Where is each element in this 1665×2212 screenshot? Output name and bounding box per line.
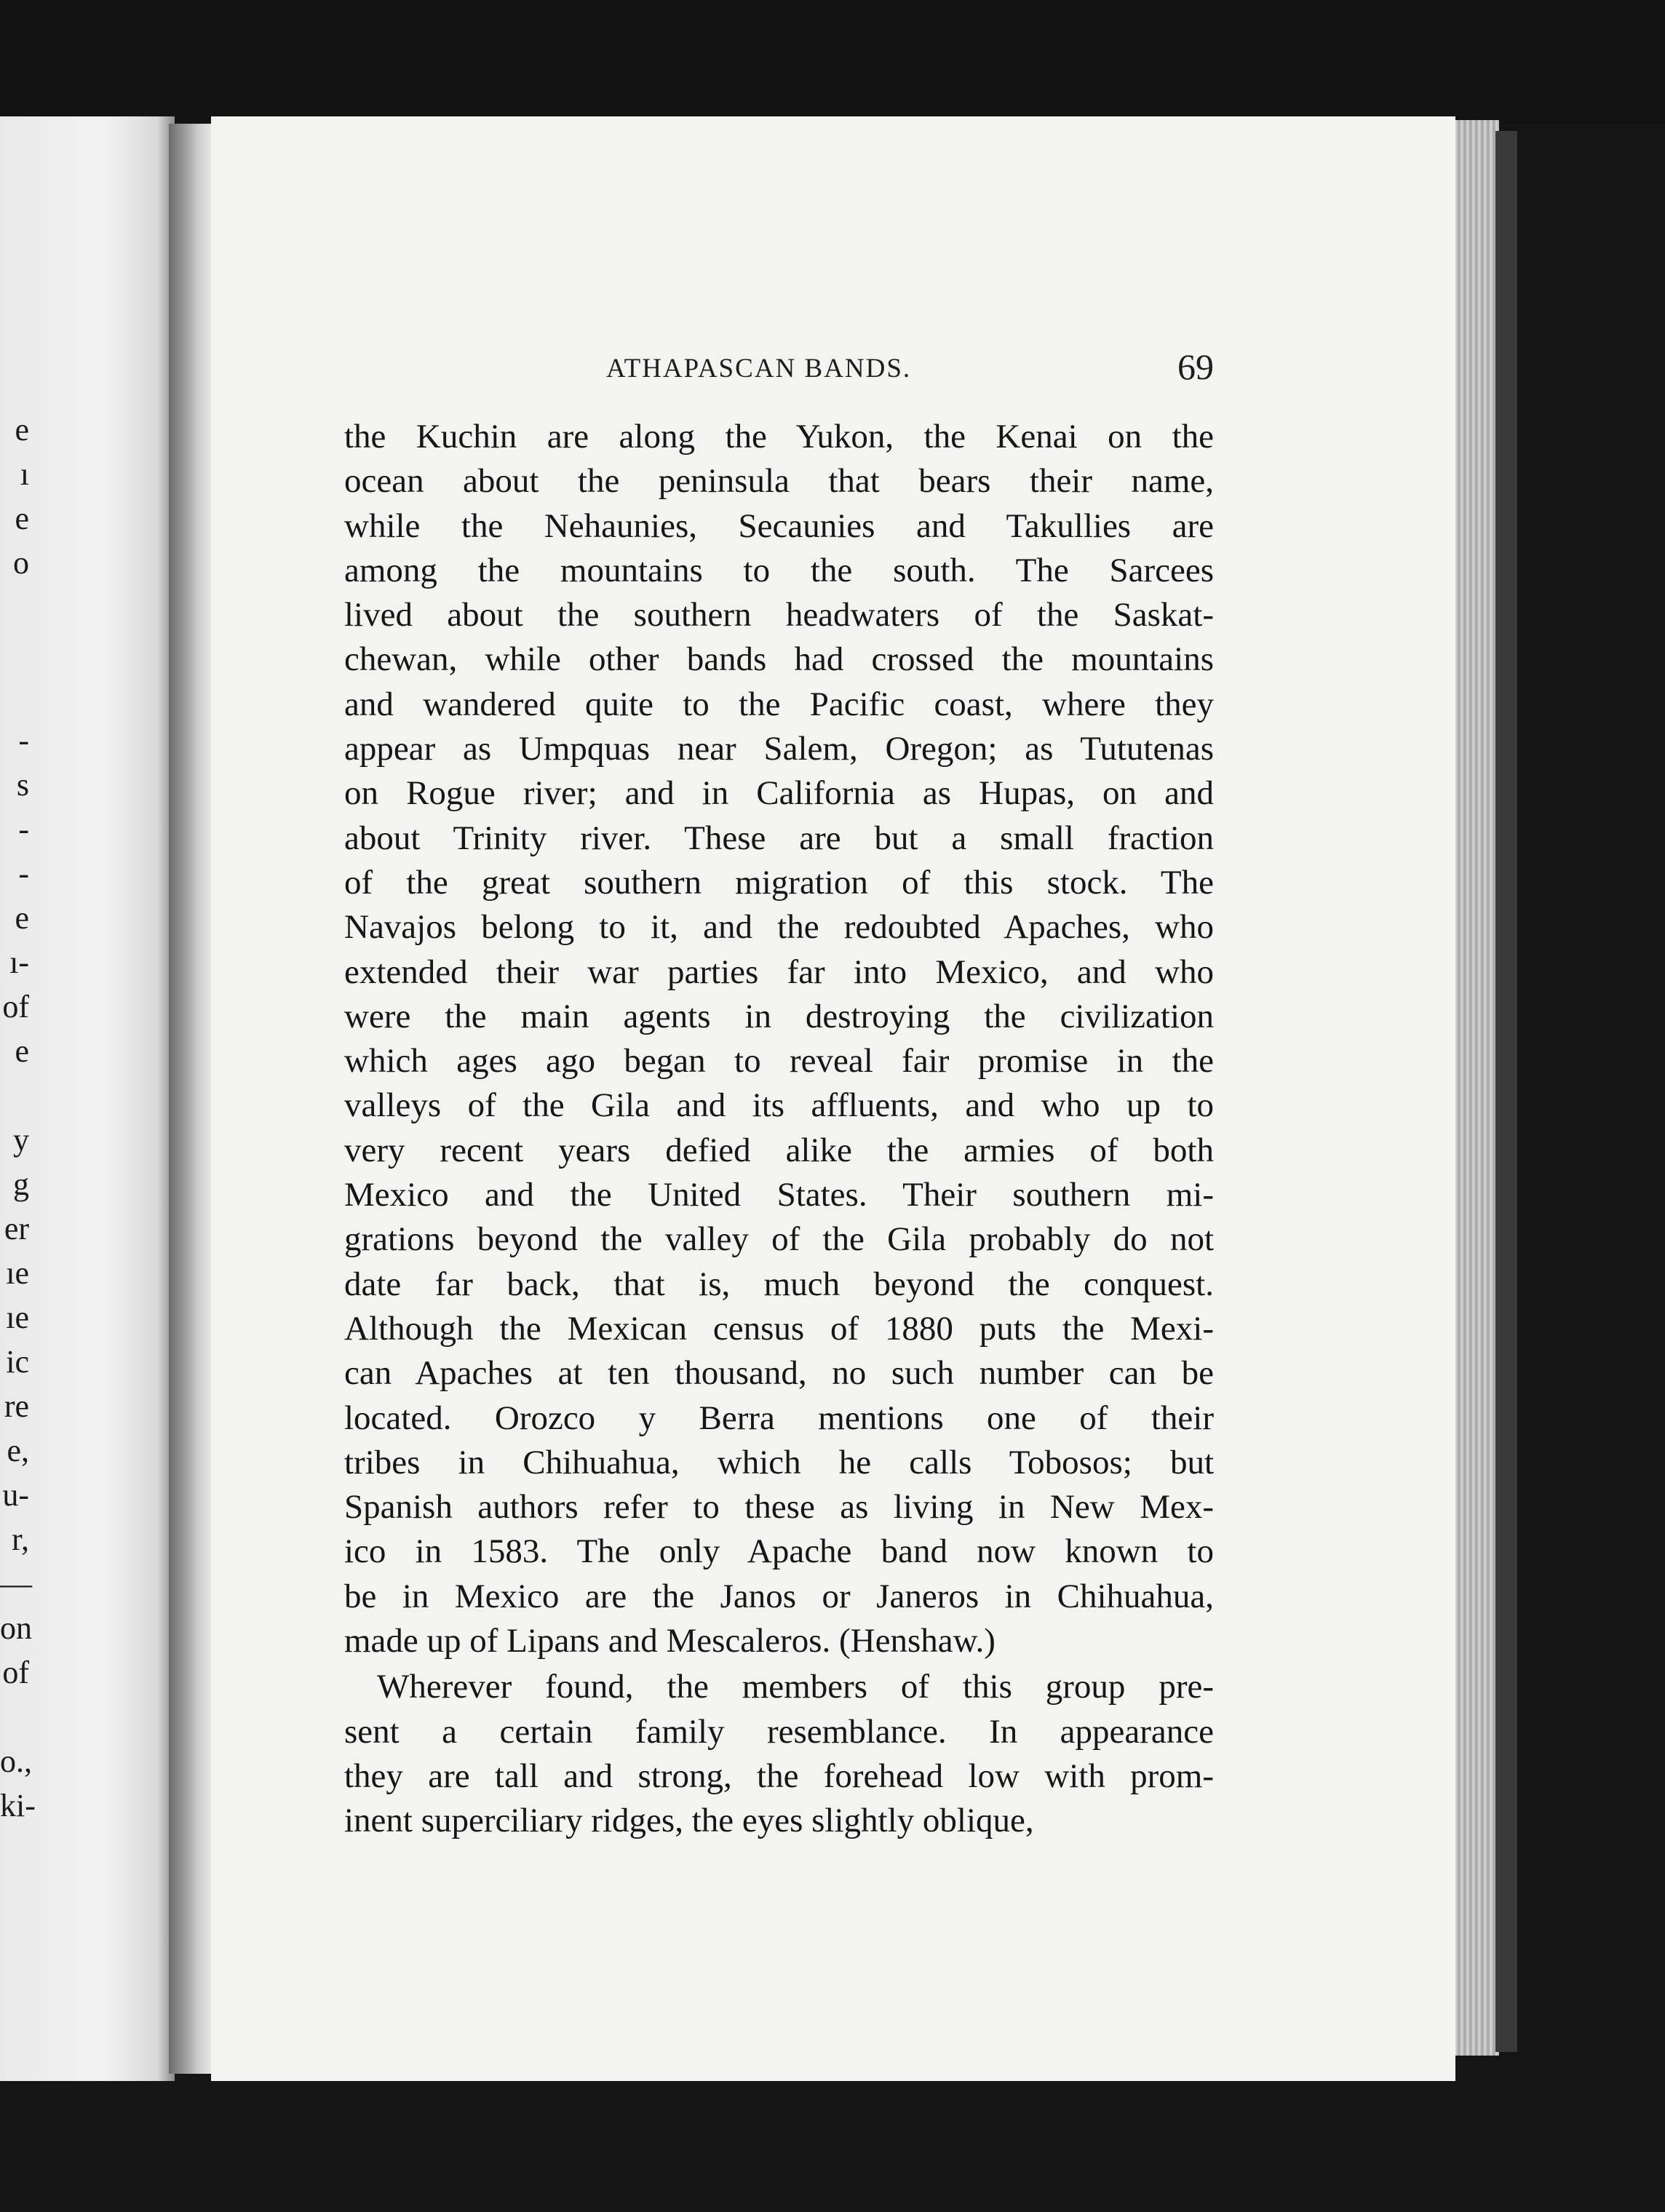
text-line: appear as Umpquas near Salem, Oregon; as Tututenas bbox=[344, 730, 1214, 768]
text-line: inent superciliary ridges, the eyes slightly oblique, bbox=[344, 1802, 1034, 1840]
text-line: located. Orozco y Berra mentions one of their bbox=[344, 1399, 1214, 1437]
text-line: sent a certain family resemblance. In appearance bbox=[344, 1712, 1214, 1751]
left-fragment: of bbox=[2, 1655, 29, 1690]
left-fragment: ic bbox=[6, 1344, 29, 1380]
text-line: very recent years defied alike the armies of both bbox=[344, 1131, 1214, 1169]
left-fragment: r, bbox=[12, 1521, 29, 1557]
text-line: among the mountains to the south. The Sarcees bbox=[344, 551, 1214, 589]
text-line: valleys of the Gila and its affluents, and who up to bbox=[344, 1086, 1214, 1125]
left-fragment: o., bbox=[0, 1743, 32, 1779]
left-fragment: ki- bbox=[0, 1788, 36, 1823]
left-fragment bbox=[0, 585, 29, 629]
left-fragment: ıe bbox=[6, 1300, 29, 1335]
text-line: grations beyond the valley of the Gila probably do not bbox=[344, 1220, 1214, 1259]
left-fragment: — bbox=[0, 1566, 32, 1602]
cover-edge bbox=[1495, 131, 1517, 2052]
body-text bbox=[344, 415, 1214, 1844]
left-fragment: on bbox=[0, 1610, 32, 1646]
left-fragment bbox=[0, 1695, 29, 1739]
text-line: made up of Lipans and Mescaleros. (Henshaw.) bbox=[344, 1622, 996, 1660]
left-fragment: ıe bbox=[6, 1255, 29, 1291]
left-fragment: o bbox=[13, 545, 29, 581]
text-line: Spanish authors refer to these as living in New Mex- bbox=[344, 1488, 1214, 1527]
left-fragment: of bbox=[2, 989, 29, 1025]
left-fragment: - bbox=[18, 811, 29, 847]
page-number: 69 bbox=[1177, 346, 1214, 387]
left-fragment: e bbox=[15, 900, 29, 936]
left-fragment: y bbox=[13, 1122, 29, 1158]
left-fragment: re bbox=[4, 1388, 29, 1424]
left-fragment: e bbox=[15, 1033, 29, 1069]
left-fragment: er bbox=[4, 1211, 29, 1246]
left-fragment bbox=[0, 1073, 29, 1118]
text-line: about Trinity river. These are but a small fraction bbox=[344, 819, 1214, 857]
book-gutter bbox=[169, 124, 212, 2074]
page-block-edge bbox=[1455, 120, 1499, 2056]
left-fragment: e bbox=[15, 412, 29, 447]
text-line: Navajos belong to it, and the redoubted Apaches, who bbox=[344, 908, 1214, 947]
left-fragment: u- bbox=[2, 1477, 29, 1513]
left-fragment: e, bbox=[7, 1433, 29, 1468]
text-line: while the Nehaunies, Secaunies and Takullies are bbox=[344, 506, 1214, 545]
text-line: date far back, that is, much beyond the conquest. bbox=[344, 1265, 1214, 1303]
text-line: they are tall and strong, the forehead low with prom- bbox=[344, 1757, 1214, 1795]
text-line: which ages ago began to reveal fair promise in the bbox=[344, 1042, 1214, 1081]
left-fragment bbox=[0, 674, 29, 718]
running-head: ATHAPASCAN BANDS. bbox=[606, 354, 912, 383]
text-line: of the great southern migration of this stock. The bbox=[344, 863, 1214, 902]
scan-background bbox=[0, 0, 1665, 124]
page-header bbox=[344, 346, 1214, 397]
text-line: tribes in Chihuahua, which he calls Tobosos; but bbox=[344, 1443, 1214, 1481]
left-fragment: s bbox=[16, 767, 29, 803]
text-line: were the main agents in destroying the civilization bbox=[344, 997, 1214, 1035]
text-line: Mexico and the United States. Their southern mi- bbox=[344, 1176, 1214, 1214]
text-line: Wherever found, the members of this group pre- bbox=[377, 1668, 1214, 1706]
text-line: extended their war parties far into Mexico, and who bbox=[344, 952, 1214, 991]
text-line: ico in 1583. The only Apache band now known to bbox=[344, 1532, 1214, 1571]
text-line: and wandered quite to the Pacific coast, where they bbox=[344, 685, 1214, 723]
text-line: the Kuchin are along the Yukon, the Kenai on the bbox=[344, 418, 1214, 455]
left-fragment: - bbox=[18, 856, 29, 891]
left-page-fragments bbox=[0, 407, 36, 1828]
text-line: lived about the southern headwaters of the Saskat- bbox=[344, 596, 1214, 634]
text-line: chewan, while other bands had crossed the mountains bbox=[344, 640, 1214, 679]
left-fragment: ı bbox=[20, 456, 29, 492]
text-line: can Apaches at ten thousand, no such number can be bbox=[344, 1354, 1214, 1393]
left-fragment: ı- bbox=[9, 944, 29, 980]
left-fragment: g bbox=[13, 1166, 29, 1202]
paragraph bbox=[344, 1665, 1214, 1843]
left-fragment: - bbox=[18, 723, 29, 758]
text-line: on Rogue river; and in California as Hupas, on and bbox=[344, 774, 1214, 813]
text-line: Although the Mexican census of 1880 puts the Mexi- bbox=[344, 1309, 1214, 1348]
left-fragment bbox=[0, 629, 29, 674]
text-line: ocean about the peninsula that bears their name, bbox=[344, 462, 1214, 501]
paragraph bbox=[344, 415, 1214, 1663]
left-fragment: e bbox=[15, 501, 29, 536]
text-line: be in Mexico are the Janos or Janeros in Chihuahua, bbox=[344, 1577, 1214, 1615]
